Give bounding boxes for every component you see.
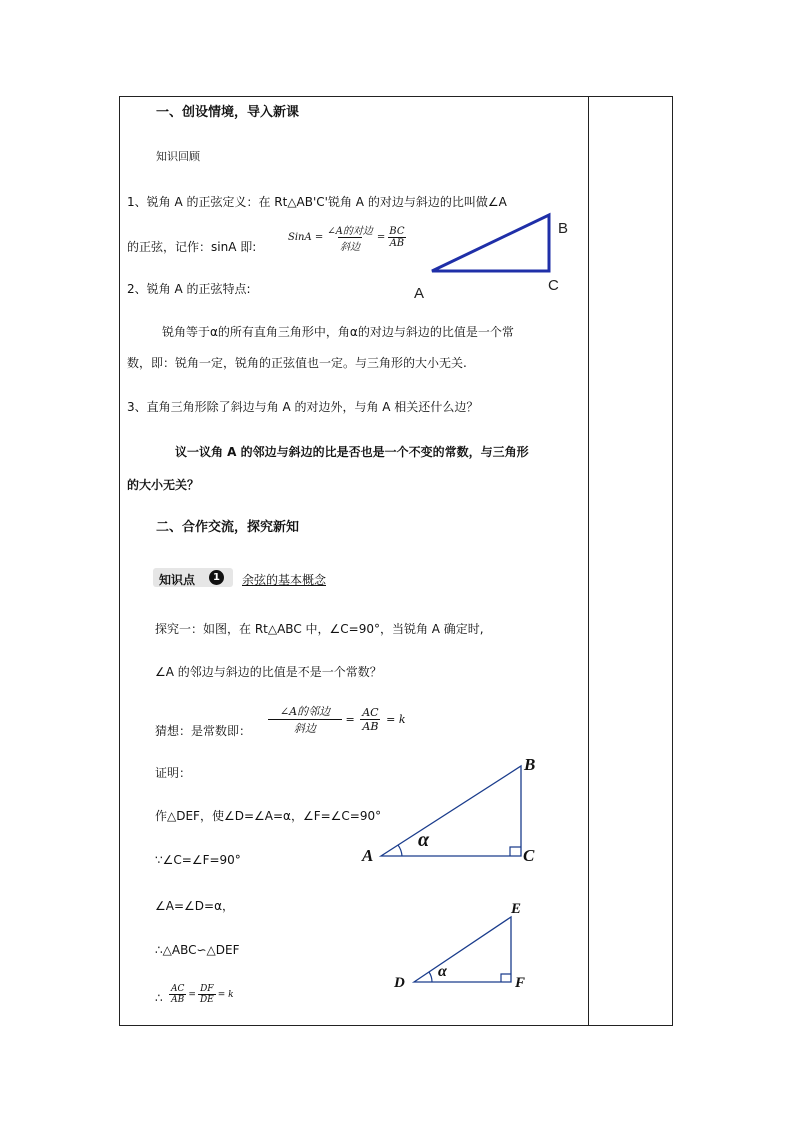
- triangle-def: [414, 917, 511, 982]
- sin-num1: ∠A的对边: [327, 226, 373, 237]
- item3-question: 3、直角三角形除了斜边与角 A 的对边外，与角 A 相关还什么边？: [127, 400, 479, 414]
- sin-formula: SinA = ∠A的对边 斜边 = $\frac{BC}{AB}$: [288, 222, 408, 253]
- ratio-num1: AC: [171, 984, 185, 994]
- sin-feature-item: 2、锐角 A 的正弦特点:: [127, 282, 251, 296]
- sin-den1: 斜边: [338, 237, 362, 253]
- sin-feature-para1: 锐角等于α的所有直角三角形中，角α的对边与斜边的比值是一个常: [162, 325, 514, 339]
- tri1-label-b: B: [558, 220, 569, 237]
- tri1-label-c: C: [548, 277, 559, 294]
- tri2-label-a: A: [362, 846, 374, 865]
- proof-step3: ∠A=∠D=α，: [155, 899, 234, 913]
- explore-line2: ∠A 的邻边与斜边的比值是不是一个常数？: [155, 665, 382, 679]
- ratio-num2: DF: [200, 984, 214, 994]
- cos-num1: ∠A的邻边: [279, 705, 331, 718]
- triangle-abc-cos: [381, 766, 521, 856]
- cos-rhs: k: [398, 713, 406, 726]
- tri2-label-alpha: α: [418, 829, 430, 851]
- tri3-label-d: D: [394, 975, 405, 991]
- proof-label: 证明：: [155, 766, 192, 780]
- cos-den1: 斜边: [268, 719, 342, 736]
- tri2-label-c: C: [523, 846, 535, 865]
- sin-definition-line1: 1、锐角 A 的正弦定义：在 Rt△AB'C'锐角 A 的对边与斜边的比叫做∠A: [127, 195, 507, 209]
- tri2-angle-arc: [398, 845, 402, 856]
- sin-formula-lhs: SinA =: [288, 232, 324, 243]
- cos-num2: AC: [362, 706, 379, 719]
- tri1-label-a: A: [414, 285, 425, 302]
- tri3-angle-arc: [429, 972, 432, 982]
- proof-step2: ∵∠C=∠F=90°: [155, 853, 241, 867]
- discussion-line2: 的大小无关？: [127, 478, 200, 492]
- explore-line1: 探究一：如图，在 Rt△ABC 中，∠C=90°，当锐角 A 确定时,: [155, 622, 484, 636]
- sin-den2: AB: [389, 238, 405, 249]
- ratio-rhs: k: [228, 989, 234, 1000]
- badge-number: 1: [209, 570, 224, 585]
- tri3-label-alpha: α: [438, 963, 447, 980]
- ratio-formula: $\frac{AC}{AB}$ = $\frac{DF}{DE}$ = k: [171, 984, 234, 1005]
- triangle-abc-sin: [432, 215, 549, 271]
- discussion-line1: 议一议角 A 的邻边与斜边的比是否也是一个不变的常数，与三角形: [175, 445, 529, 459]
- proof-step5-prefix: ∴: [155, 991, 163, 1005]
- cos-formula: ∠A的邻边 斜边 = $\frac{AC}{AB}$ = k: [268, 703, 405, 736]
- sin-feature-para2: 数，即：锐角一定，锐角的正弦值也一定。与三角形的大小无关.: [127, 356, 467, 370]
- cos-den2: AB: [362, 720, 379, 733]
- proof-step1: 作△DEF，使∠D=∠A=α，∠F=∠C=90°: [155, 809, 382, 823]
- guess-label: 猜想：是常数即：: [155, 724, 252, 738]
- section2-heading: 二、合作交流，探究新知: [156, 520, 300, 535]
- badge-label: 知识点: [159, 573, 196, 587]
- proof-step4: ∴△ABC∽△DEF: [155, 943, 240, 957]
- sin-num2: BC: [389, 226, 405, 237]
- tri3-right-angle-mark: [501, 974, 511, 982]
- review-label: 知识回顾: [156, 150, 200, 163]
- ratio-den2: DE: [199, 995, 214, 1005]
- tri2-label-b: B: [524, 755, 536, 774]
- badge-title: 余弦的基本概念: [242, 573, 327, 587]
- tri2-right-angle-mark: [510, 847, 521, 856]
- sin-definition-line2: 的正弦，记作：sinA 即:: [127, 240, 257, 254]
- tri3-label-e: E: [511, 901, 522, 917]
- tri3-label-f: F: [515, 975, 526, 991]
- section1-heading: 一、创设情境，导入新课: [156, 105, 300, 120]
- ratio-den1: AB: [171, 995, 185, 1005]
